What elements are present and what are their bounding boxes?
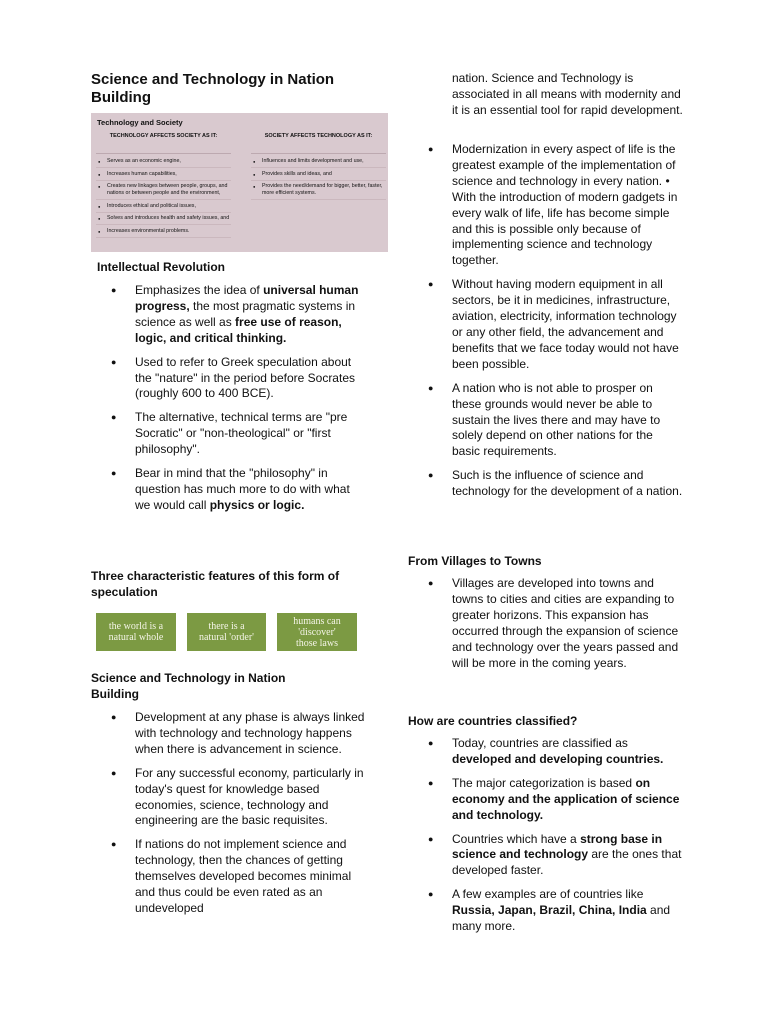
- list-item: ● For any successful economy, particularly in today's quest for knowledge based economies, science, technology and engineering are the basic requisites.: [91, 766, 366, 830]
- feature-box: humans can 'discover' those laws: [277, 613, 357, 651]
- list-item: ● Development at any phase is always linked with technology and technology happens when there is advancement in science.: [91, 710, 366, 758]
- list-item: ● Bear in mind that the "philosophy" in question has much more to do with what we would call physics or logic.: [91, 466, 366, 514]
- technology-society-table: [91, 113, 388, 252]
- list-item: ● Influences and limits development and use,: [251, 158, 386, 168]
- list-item: ● Such is the influence of science and technology for the development of a nation.: [408, 468, 683, 500]
- list-item: ● A nation who is not able to prosper on these grounds would never be able to sustain the lives there and may have to solely depend on other nations for the basic requirements.: [408, 381, 683, 461]
- section-heading-nation-building: Science and Technology in Nation Building: [91, 671, 286, 701]
- list-item: ● Used to refer to Greek speculation about the "nature" in the period before Socrates (roughly 600 to 400 BCE).: [91, 355, 366, 403]
- list-item: ● Solves and introduces health and safety issues, and: [96, 215, 231, 225]
- list-item: ● The alternative, technical terms are "pre Socratic" or "non-theological" or "first philosophy".: [91, 410, 366, 458]
- table-column-heading: SOCIETY AFFECTS TECHNOLOGY AS IT:: [251, 132, 386, 154]
- section-heading-villages-to-towns: From Villages to Towns: [408, 554, 542, 568]
- section-heading-features: Three characteristic features of this form of speculation: [91, 569, 340, 599]
- list-item: ● Countries which have a strong base in science and technology are the ones that developed faster.: [408, 832, 683, 880]
- list-item: ● A few examples are of countries like Russia, Japan, Brazil, China, India and many more.: [408, 887, 683, 935]
- page-title: Science and Technology in Nation Building: [91, 71, 335, 106]
- table-heading: Technology and Society: [97, 118, 183, 127]
- list-item: ● Serves as an economic engine,: [96, 158, 231, 168]
- table-column-heading: TECHNOLOGY AFFECTS SOCIETY AS IT:: [96, 132, 231, 154]
- list-item: ● Modernization in every aspect of life is the greatest example of the implementation of science and technology in every nation. • With the introduction of modern gadgets in every walk of life, life has become simple and this is possible only because of implementing science and technology together.: [408, 142, 683, 269]
- features-boxes: [91, 613, 389, 651]
- list-item: ● Without having modern equipment in all sectors, be it in medicines, infrastructure, aviation, electricity, information technology or any other field, the advancement and benefits that we face today would not have been possible.: [408, 277, 683, 372]
- villages-list: [408, 576, 683, 671]
- list-item: ● Provides skills and ideas, and: [251, 171, 386, 181]
- list-item: ● Villages are developed into towns and towns to cities and cities are expanding to greater horizons. This expansion has occurred through the expansion of science and technology over the years passed and will be more in the coming years.: [408, 576, 683, 671]
- nation-building-list: [91, 710, 366, 917]
- list-item: ● Increases human capabilities,: [96, 171, 231, 181]
- table-column-technology: [96, 132, 231, 240]
- section-heading-countries-classified: How are countries classified?: [408, 714, 578, 728]
- classification-list: [408, 736, 683, 935]
- paragraph-text: nation. Science and Technology is associated in all means with modernity and it is an essential tool for rapid development.: [452, 71, 683, 117]
- list-item: ● Increases environmental problems.: [96, 228, 231, 238]
- list-item: ● Provides the need/demand for bigger, better, faster, more efficient systems.: [251, 183, 386, 200]
- list-item: ● The major categorization is based on economy and the application of science and technology.: [408, 776, 683, 824]
- continued-paragraph: [408, 71, 683, 119]
- list-item: ● Creates new linkages between people, groups, and nations or between people and the environment,: [96, 183, 231, 200]
- feature-box: the world is a natural whole: [96, 613, 176, 651]
- list-item: ● Introduces ethical and political issues,: [96, 203, 231, 213]
- list-item: ● Emphasizes the idea of universal human progress, the most pragmatic systems in science as well as free use of reason, logic, and critical thinking.: [91, 283, 366, 347]
- table-column-society: [251, 132, 386, 203]
- feature-box: there is a natural 'order': [187, 613, 266, 651]
- intellectual-revolution-list: [91, 283, 366, 514]
- list-item: ● Today, countries are classified as developed and developing countries.: [408, 736, 683, 768]
- list-item: ● If nations do not implement science and technology, then the chances of getting themselves developed becomes minimal and thus could be even rated as an undeveloped: [91, 837, 366, 917]
- section-heading-intellectual-revolution: Intellectual Revolution: [97, 260, 226, 274]
- development-list: [408, 142, 683, 500]
